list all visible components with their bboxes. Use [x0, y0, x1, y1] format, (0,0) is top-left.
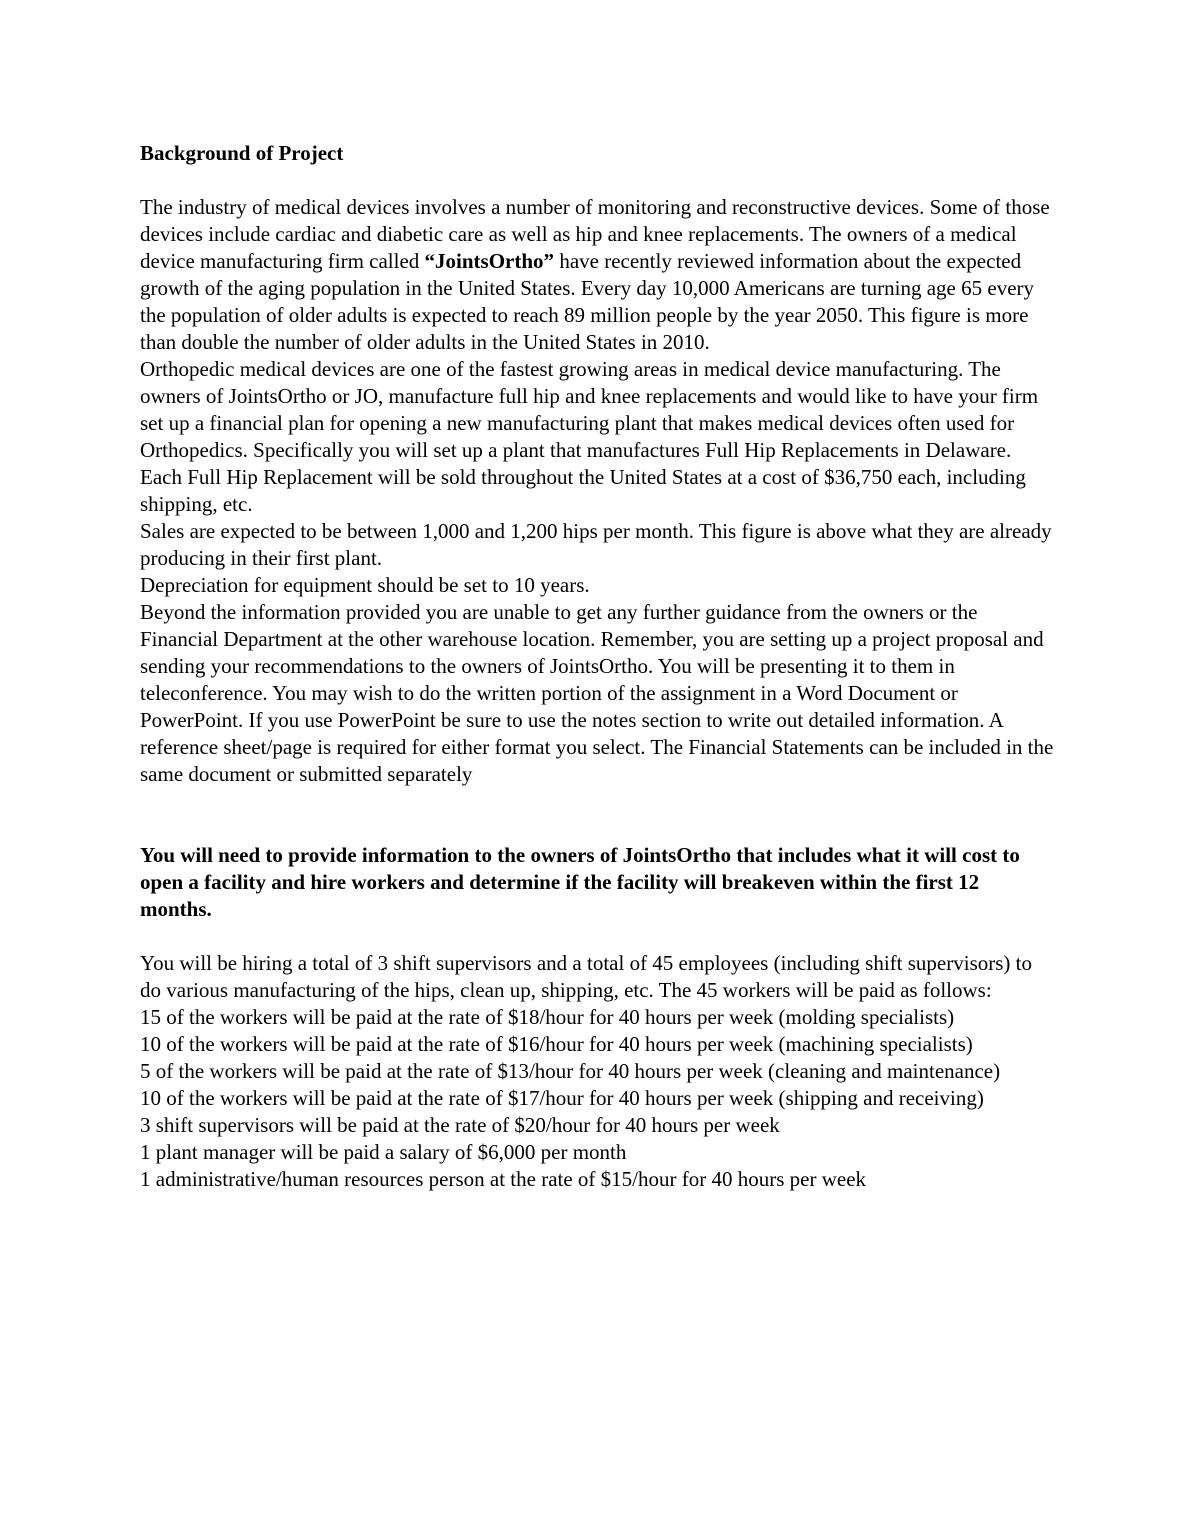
firm-name: “JointsOrtho”: [424, 249, 555, 273]
paragraph-orthopedic: Orthopedic medical devices are one of the fastest growing areas in medical device manufacturing. The owners of JointsOrtho or JO, manufacture full hip and knee replacements and would like to have your firm set up a financial plan for opening a new manufacturing plant that makes medical devices often used for Orthopedics. Specifically you will set up a plant that manufactures Full Hip Replacements in Delaware. Each Full Hip Replacement will be sold throughout the United States at a cost of $36,750 each, including shipping, etc.: [140, 357, 1039, 516]
pay-line: 1 plant manager will be paid a salary of $6,000 per month: [140, 1140, 627, 1164]
section-heading: Background of Project: [140, 141, 344, 165]
document-body: [140, 140, 1055, 1193]
paragraph-guidance: Beyond the information provided you are unable to get any further guidance from the owners or the Financial Department at the other warehouse location. Remember, you are setting up a project proposal and sending your recommendations to the owners of JointsOrtho. You will be presenting it to them in teleconference. You may wish to do the written portion of the assignment in a Word Document or PowerPoint. If you use PowerPoint be sure to use the notes section to write out detailed information. A reference sheet/page is required for either format you select. The Financial Statements can be included in the same document or submitted separately: [140, 600, 1054, 786]
pay-line: 5 of the workers will be paid at the rate of $13/hour for 40 hours per week (cleaning and maintenance): [140, 1059, 1001, 1083]
pay-line: 3 shift supervisors will be paid at the rate of $20/hour for 40 hours per week: [140, 1113, 780, 1137]
pay-line: 15 of the workers will be paid at the rate of $18/hour for 40 hours per week (molding specialists): [140, 1005, 955, 1029]
spacer: [140, 923, 1055, 950]
staffing-paragraph: You will be hiring a total of 3 shift supervisors and a total of 45 employees (including shift supervisors) to do various manufacturing of the hips, clean up, shipping, etc. The 45 workers will be paid as follows:: [140, 951, 1032, 1002]
instruction-paragraph: You will need to provide information to the owners of JointsOrtho that includes what it will cost to open a facility and hire workers and determine if the facility will breakeven within the first 12 months.: [140, 843, 1020, 921]
pay-line: 1 administrative/human resources person at the rate of $15/hour for 40 hours per week: [140, 1167, 867, 1191]
intro-paragraph: [140, 194, 1055, 356]
paragraph-depreciation: Depreciation for equipment should be set to 10 years.: [140, 573, 590, 597]
paragraph-sales: Sales are expected to be between 1,000 and 1,200 hips per month. This figure is above what they are already producing in their first plant.: [140, 519, 1052, 570]
spacer: [140, 788, 1055, 842]
spacer: [140, 167, 1055, 194]
intro-text-end: have recently reviewed information about the expected growth of the aging population in the United States. Every day 10,000 Americans are turning age 65 every the population of older adults is expected to reach 89 million people by the year 2050. This figure is more than double the number of older adults in the United States in 2010.: [140, 249, 1035, 354]
pay-line: 10 of the workers will be paid at the rate of $16/hour for 40 hours per week (machining specialists): [140, 1032, 973, 1056]
intro-text-start: The industry of medical devices involves a number of monitoring and reconstructive devices. Some of those devices include cardiac and diabetic care as well as hip and knee replacements. The owners of a medical device manufacturing firm called: [140, 195, 1050, 273]
pay-line: 10 of the workers will be paid at the rate of $17/hour for 40 hours per week (shipping and receiving): [140, 1086, 984, 1110]
